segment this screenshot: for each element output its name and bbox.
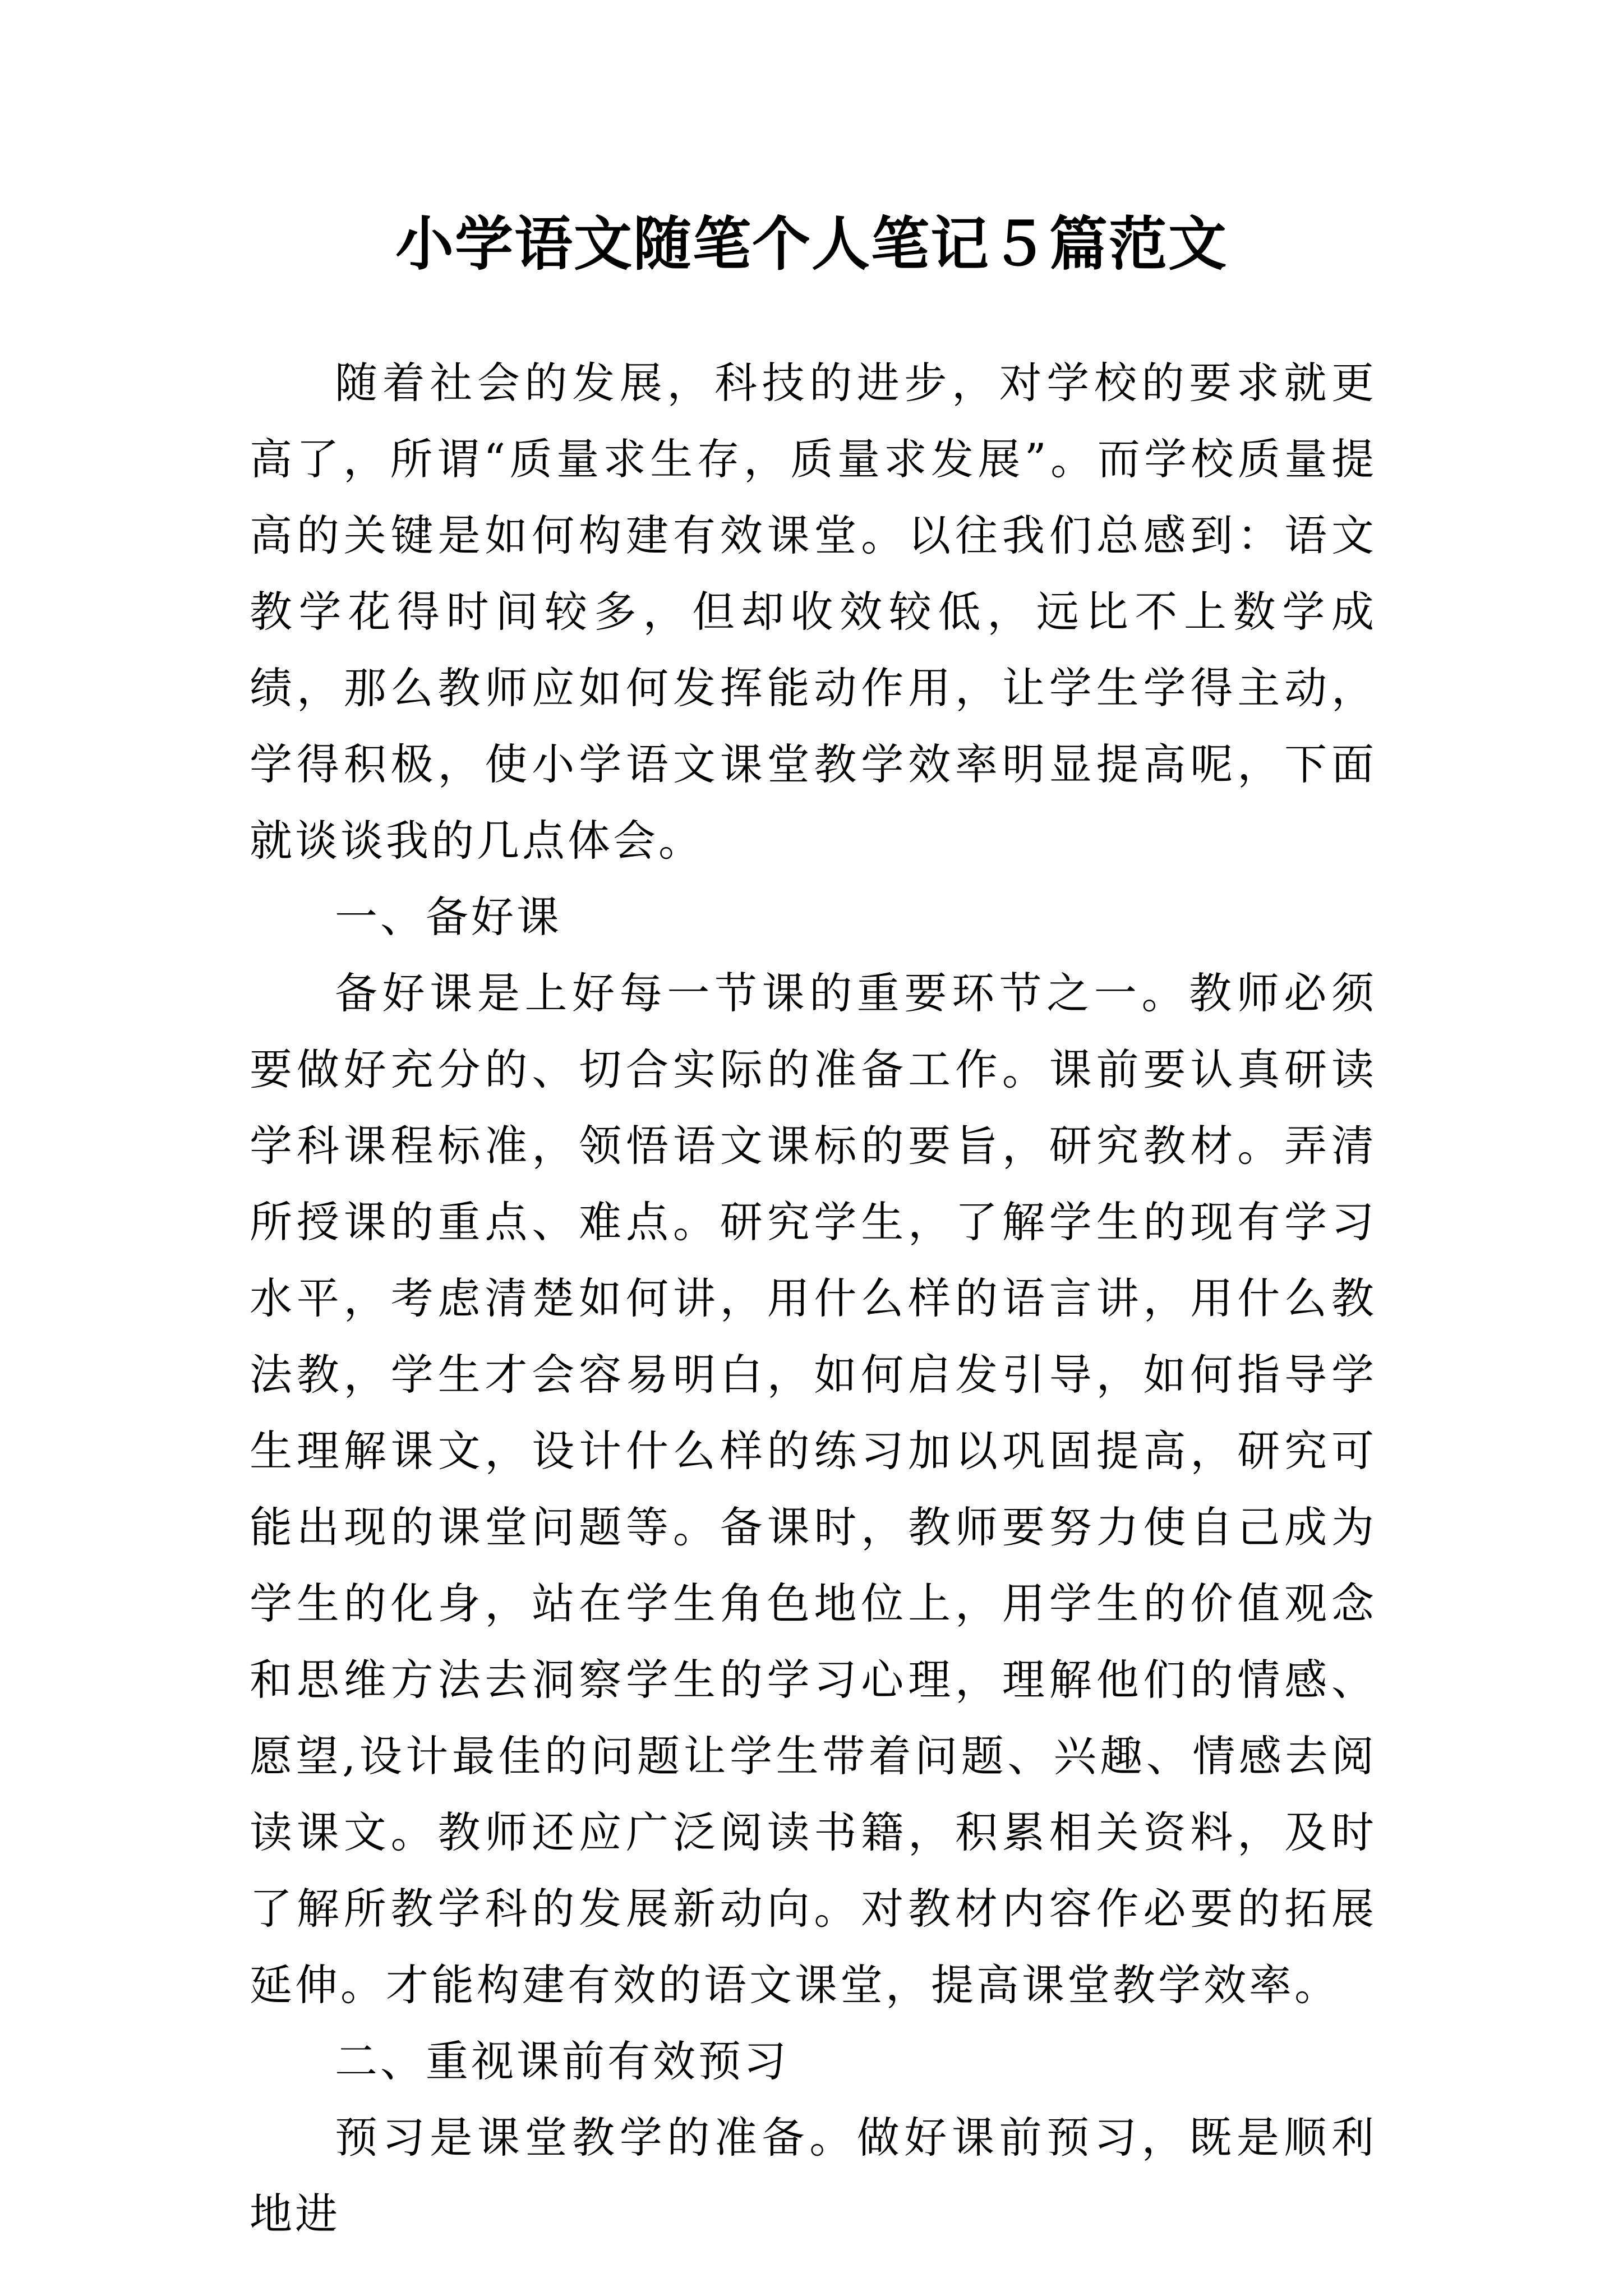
document-title: 小学语文随笔个人笔记５篇范文 [395,209,1228,278]
section-heading-1: 一、备好课 [335,892,562,942]
document-body [250,345,1377,2252]
section-heading-2: 二、重视课前有效预习 [335,2036,789,2086]
paragraph-section-1: 备好课是上好每一节课的重要环节之一。教师必须要做好充分的、切合实际的准备工作。课前要认真研读学科课程标准，领悟语文课标的要旨，研究教材。弄清所授课的重点、难点。研究学生，了解学生的现有学习水平，考虑清楚如何讲，用什么样的语言讲，用什么教法教，学生才会容易明白，如何启发引导，如何指导学生理解课文，设计什么样的练习加以巩固提高，研究可能出现的课堂问题等。备课时，教师要努力使自己成为学生的化身，站在学生角色地位上，用学生的价值观念和思维方法去洞察学生的学习心理，理解他们的情感、愿望,设计最佳的问题让学生带着问题、兴趣、情感去阅读课文。教师还应广泛阅读书籍，积累相关资料，及时了解所教学科的发展新动向。对教材内容作必要的拓展延伸。才能构建有效的语文课堂，提高课堂教学效率。 [250,968,1377,2010]
paragraph-section-2: 预习是课堂教学的准备。做好课前预习，既是顺利地进 [250,2113,1377,2239]
paragraph-intro: 随着社会的发展，科技的进步，对学校的要求就更高了，所谓“质量求生存，质量求发展”。而学校质量提高的关键是如何构建有效课堂。以往我们总感到：语文教学花得时间较多，但却收效较低，远比不上数学成绩，那么教师应如何发挥能动作用，让学生学得主动，学得积极，使小学语文课堂教学效率明显提高呢，下面就谈谈我的几点体会。 [250,358,1377,866]
